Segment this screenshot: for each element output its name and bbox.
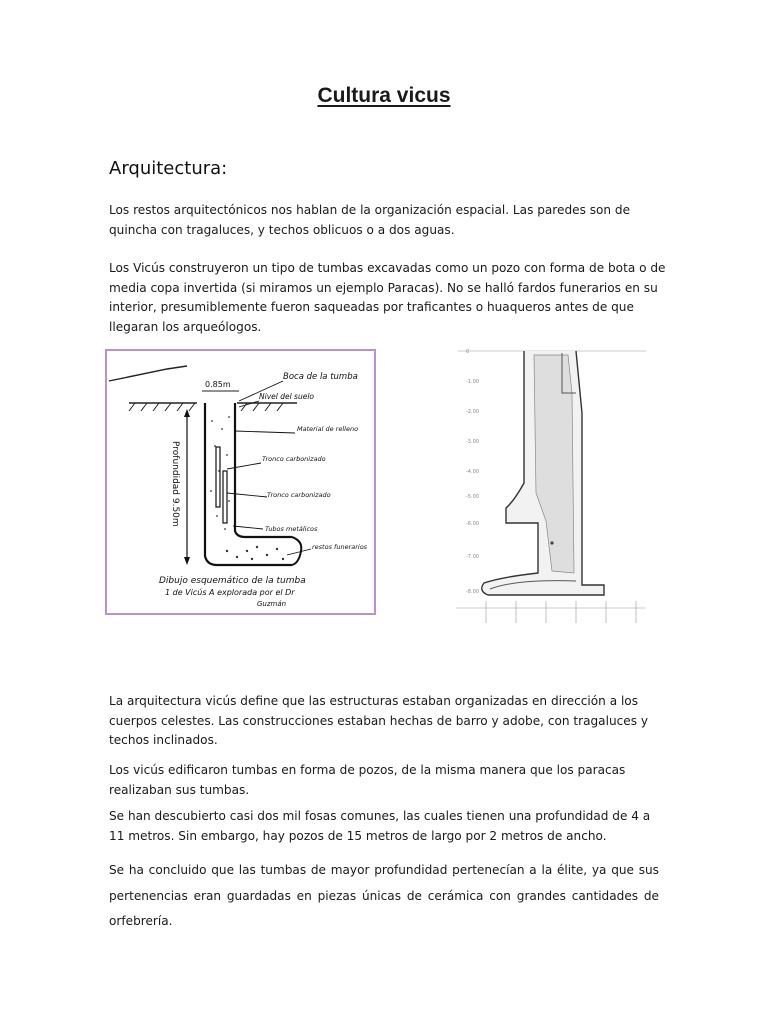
caption-line-3: Guzmán <box>257 600 287 608</box>
depth-tick-8: -8.00 <box>466 589 479 595</box>
label-trunk-2: Tronco carbonizado <box>267 491 331 499</box>
label-mouth: Boca de la tumba <box>283 372 358 382</box>
paragraph-tumbas: Los Vicús construyeron un tipo de tumbas excavadas como un pozo con forma de bota o de media copa invertida (si miramos un ejemplo Paracas). No se halló fardos funerarios en su interior, presumiblemente fueron saqueadas por traficantes o huaqueros antes de que llegaran los arqueólogos. <box>109 261 666 334</box>
tomb-chamber-end <box>292 537 301 565</box>
tomb-schematic-drawing <box>107 351 374 613</box>
ground-slope-line <box>109 366 187 381</box>
label-remains: restos funerarios <box>312 543 368 551</box>
paragraph-arquitectura-vicus: La arquitectura vicús define que las estructuras estaban organizadas en dirección a los cuerpos celestes. Las construcciones estaban hechas de barro y adobe, con tragaluces y techos inclinados. <box>109 694 649 747</box>
paragraph-elite: Se ha concluido que las tumbas de mayor profundidad pertenecían a la élite, ya que sus pertenencias eran guardadas en piezas únicas de cerámica con grandes cantidades de orfebrería. <box>109 863 659 928</box>
fill-stipple <box>210 416 284 560</box>
tomb-section-drawing <box>456 333 646 623</box>
depth-ticks <box>466 349 479 595</box>
paragraph-tumbas-pozos: Los vicús edificaron tumbas en forma de pozos, de la misma manera que los paracas realizaban sus tumbas. <box>109 763 626 797</box>
shaft-inner-wall <box>235 403 292 537</box>
label-fill: Material de relleno <box>297 425 359 433</box>
label-trunk-1: Tronco carbonizado <box>262 455 326 463</box>
trunk-1 <box>216 447 220 507</box>
width-label: 0.85m <box>205 380 231 389</box>
label-ground: Nivel del suelo <box>259 392 315 401</box>
depth-label: Profundidad 9.50m <box>170 441 180 527</box>
bottom-grid <box>456 601 646 623</box>
paragraph-fosas-comunes: Se han descubierto casi dos mil fosas comunes, las cuales tienen una profundidad de 4 a 11 metros. Sin embargo, hay pozos de 15 metros de largo por 2 metros de ancho. <box>109 809 651 843</box>
depth-tick-1: -1.00 <box>466 379 479 385</box>
depth-tick-2: -2.00 <box>466 409 479 415</box>
depth-tick-7: -7.00 <box>466 554 479 560</box>
caption-line-2: 1 de Vicús A explorada por el Dr <box>165 588 295 597</box>
section-heading: Arquitectura: <box>109 158 228 179</box>
document-title: Cultura vicus <box>317 84 451 107</box>
depth-tick-4: -4.00 <box>466 469 479 475</box>
trunk-2 <box>223 471 227 523</box>
shaft-outer-wall <box>205 403 292 565</box>
tomb-section-figure <box>456 333 646 623</box>
caption-line-1: Dibujo esquemático de la tumba <box>159 576 306 586</box>
paragraph-restos: Los restos arquitectónicos nos hablan de la organización espacial. Las paredes son de quincha con tragaluces, y techos oblicuos o a dos aguas. <box>109 203 631 237</box>
chamber-marker <box>550 541 553 544</box>
depth-tick-3: -3.00 <box>466 439 479 445</box>
depth-tick-6: -6.00 <box>466 521 479 527</box>
tomb-schematic-figure <box>105 349 376 615</box>
depth-tick-0: 0 <box>466 349 470 355</box>
depth-tick-5: -5.00 <box>466 494 479 500</box>
depth-arrow-bottom <box>184 557 190 565</box>
label-tubes: Tubos metálicos <box>265 525 318 533</box>
